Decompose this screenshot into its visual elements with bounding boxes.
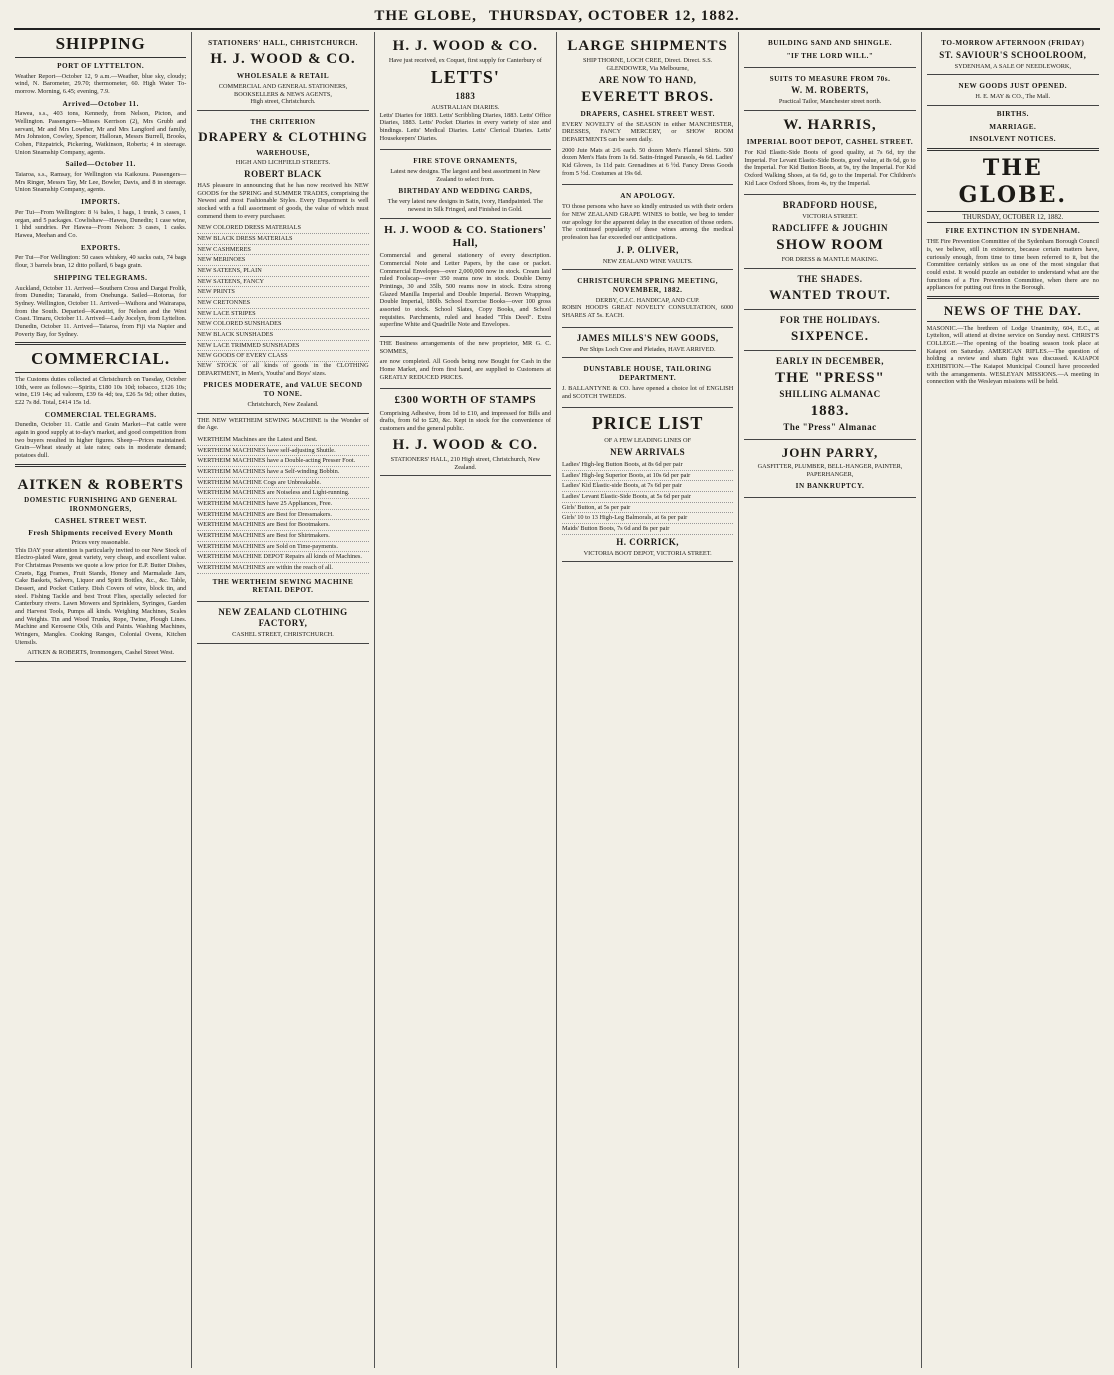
mills-title: JAMES MILLS'S NEW GOODS, [576,332,719,343]
imports-text: Per Tui—From Wellington: 8 ¼ bales, 1 hags, 1 trunk, 3 cases, 1 organ, and 5 packages. Cowlishaw—Hawea, Dunedin; 1 case wine, 1 hhd sundries. Per Hawea—From Nelson: 3 cases, 1 casks. Hawea, Meehan and Co. [15,208,187,239]
criterion-owner: ROBERT BLACK [244,168,322,179]
wertheim-list-item: WERTHEIM MACHINES are Best for Shirtmakers. [197,531,368,542]
criterion-prices: PRICES MODERATE, and VALUE SECOND TO NONE. [203,381,363,399]
oliver-title: J. P. OLIVER, [616,244,679,255]
holidays-ad [744,310,915,351]
aitken-subtitle: DOMESTIC FURNISHING AND GENERAL IRONMONGERS, [24,496,178,513]
marriage-heading: MARRIAGE. [989,122,1037,131]
aitken-roberts-ad [15,471,186,662]
column-tailors [739,32,921,1368]
fire-stove-ad [380,150,551,218]
criterion-close: NEW STOCK of all kinds of goods in the CLOTHING DEPARTMENT, in Men's, Youths' and Boys' sizes. [197,362,369,377]
building-ad [744,32,915,68]
oliver-subtitle: NEW ZEALAND WINE VAULTS. [602,257,693,265]
aitken-body: This DAY your attention is particularly invited to our New Stock of Electro-plated Ware, great variety, very cheap, and excellent value. For Christmas Presents we quote a low price for E.P. Butter Dishes, Cruets, Egg Frames, Fruit Stands, Honey and Marmalade Jars, Cake Baskets, Salvers, Liquor and Spirit Bottles, &c., &c. Table, Dessert, and Pocket Cutlery. Dish Covers of wire, block tin, and steel. Fishing Tackle and best Trout Flies, specially selected for Canterbury rivers. Lawn Mowers and Sprinklers, Syringes, Garden and Harvest Tools, Pumps all kinds. Weighing Machines, Scales and Weights. Tin and Wood Trunks, Rope, Twine, Plough Lines. Machine and Kerosene Oils, Oils and Paints. Washing Machines, Wringers, Mangles. Cooking Ranges, Colonial Ovens, Kitchen Utensils. [15,546,187,646]
wertheim-list-item: WERTHEIM MACHINES are Noiseless and Light-running. [197,488,368,499]
holidays-title: FOR THE HOLIDAYS. [779,314,881,325]
parry-title: JOHN PARRY, [781,445,879,461]
aitken-line2: Prices very reasonable. [71,539,130,547]
exports-text: Per Tui—For Wellington: 50 cases whiskey, 40 sacks oats, 74 bags flour, 3 barrels bran, 12 ditto pollard, 6 bags grain. [15,254,187,270]
criterion-list-item: NEW BLACK DRESS MATERIALS [197,234,368,245]
commercial-heading: COMMERCIAL. [15,349,186,373]
ballantyne-text: J. BALLANTYNE & CO. have opened a choice lot of ENGLISH and SCOTCH TWEEDS. [561,384,734,400]
letts-subtitle: AUSTRALIAN DIARIES. [431,103,500,111]
criterion-subtitle: DRAPERY & CLOTHING [198,128,368,144]
price-list-item: Ladies' High-leg Button Boots, at 8s 6d per pair [562,460,733,471]
corrick-subtitle: VICTORIA BOOT DEPOT, VICTORIA STREET. [583,549,712,557]
dunstable-title: DUNSTABLE HOUSE, TAILORING DEPARTMENT. [583,365,712,383]
hjwood-advert-note: Have just received, ex Coquet, first supply for Canterbury of [388,57,542,65]
everett-text: EVERY NOVELTY of the SEASON in either MANCHESTER, DRESSES, FANCY MERCERY, or SHOW ROOM DEPARTMENTS can be seen daily. [561,120,734,144]
roberts-subtitle: Practical Tailor, Manchester street north. [778,98,882,106]
criterion-place: Christchurch, New Zealand. [247,400,319,408]
hjwood-subtitle: WHOLESALE & RETAIL [236,72,330,81]
stationers-hall-2-ad [380,219,551,338]
criterion-title: THE CRITERION [250,117,316,126]
sailed-text: Taiaroa, s.s., Ramsay, for Wellington via Kaikoura. Passengers—Mrs Ringer, Messrs Tay, Mr Lee, Bowler, Davis, and 8 in steerage. Union Steamship Company, agents. [15,171,187,194]
suits-heading: SUITS TO MEASURE FROM 70s. [769,74,891,83]
tomorrow-heading: TO-MORROW AFTERNOON (FRIDAY) [941,39,1085,47]
news-of-the-day-text: MASONIC.—The brethren of Lodge Unanimity, 604, E.C., at Lyttelton, will attend at divine service on Sunday next. CHRIST'S COLLEGE.—The opening of the boating season took place at Kaiapoi on Saturday. AMERICAN RIFLES.—The question of holding a review and sham fight was discussed. KAIAPOI EXHIBITION.—The Kaiapoi Municipal Council have proceeded with the arrangements. WESLEYAN MISSIONS.—A meeting in connection with the Wesleyan missions will be held. [926,324,1099,386]
column-stationers [375,32,557,1368]
criterion-list-item: NEW SATEENS, PLAIN [197,266,368,277]
criterion-list-item: NEW GOODS OF EVERY CLASS [197,351,368,362]
harris-ad [744,111,915,195]
criterion-ad [197,111,368,414]
masthead [14,4,1100,30]
births-heading: BIRTHS. [996,109,1029,118]
show-room-title: SHOW ROOM [776,237,884,254]
shades-title: THE SHADES. [797,274,863,284]
imports-heading: IMPORTS. [81,198,121,207]
hjwood-footer-subtitle: STATIONERS' HALL, 210 High street, Christchurch, New Zealand. [390,456,541,471]
apology-text: TO those persons who have so kindly entrusted us with their orders for NEW ZEALAND GRAPE WINES to bottle, we beg to tender our apology for the apparent delay in the execution of those orders. The continued popularity of these wines among the medical profession has far exceeded our anticipations. [561,203,734,241]
if-lord-heading: "IF THE LORD WILL." [786,51,874,60]
mills-ad [562,328,733,359]
insolvent-heading: INSOLVENT NOTICES. [969,135,1057,144]
wertheim-ad [197,414,368,603]
almanac-heading: The "Press" Almanac [783,422,877,433]
spring-meeting-ad [562,270,733,328]
may-signature: H. E. MAY & CO., The Mall. [975,93,1051,101]
large-shipments-title: LARGE SHIPMENTS [567,38,728,54]
may-ad [927,75,1099,105]
newspaper-columns [10,32,1104,1368]
wertheim-list-item: WERTHEIM MACHINE Cogs are Unbreakable. [197,478,368,489]
wertheim-list-item: WERTHEIM MACHINES are Best for Dressmakers. [197,510,368,521]
robin-hood-text: ROBIN HOOD'S GREAT NOVELTY CONSULTATION, 6000 SHARES AT 5s. EACH. [561,304,734,320]
price-list-item: Girls' 10 to 13 High-Leg Balmorals, at 6s per pair [562,513,733,524]
fire-stove-heading: FIRE STOVE ORNAMENTS, [413,157,518,166]
criterion-list-item: NEW CRETONNES [197,298,368,309]
new-goods-heading: NEW GOODS JUST OPENED. [958,82,1068,91]
roberts-title: W. M. ROBERTS, [791,85,869,96]
criterion-address: HIGH AND LICHFIELD STREETS. [235,159,331,167]
everett-ad [562,32,733,185]
dunstable-ad [562,358,733,408]
birthday-cards-text: The very latest new designs in Satin, ivory, Handpainted. The newest in Silk Fringed, and Finished in Gold. [387,198,543,213]
parry-ad [744,440,915,498]
hjwood-footer-title: H. J. WOOD & CO. [392,436,538,453]
price-list-item: Ladies' High-leg Superior Boots, at 10s 6d per pair [562,471,733,482]
wertheim-list-item: WERTHEIM MACHINES have a Double-acting Presser Foot. [197,456,368,467]
press-almanac-line3: SHILLING ALMANAC [779,388,881,399]
stamps-ad [380,389,551,476]
ship-names: SHIP THORNE, LOCH CREE, Direct. Direct. S.S. GLENDOWER, Via Melbourne, [582,57,713,72]
saviours-subtitle: SYDENHAM, A SALE OF NEEDLEWORK, [954,62,1072,70]
masthead-date: THURSDAY, OCTOBER 12, 1882. [488,7,740,24]
price-list-title: PRICE LIST [591,413,704,434]
criterion-list-item: NEW COLORED SUNSHADES [197,319,368,330]
leader-text: THE Fire Prevention Committee of the Sydenham Borough Council is, we believe, still in existence, because certain matters have, curiously enough, from time to time been referred to it, but the Committee certainly strikes us as one of the most singular that could exist. It would puzzle an outsider to understand what are the functions of a Fire Prevention Committee, when there are no appliances for putting out fires in the Borough. [926,238,1099,292]
price-item-list [562,460,733,535]
wertheim-list-item: WERTHEIM MACHINES have self-adjusting Shuttle. [197,446,368,457]
harris-list: For Kid Elastic-Side Boots of good quality, at 7s 6d, try the Imperial. For Levant Elastic-Side Boots, good value, at 8s 6d, go to the Imperial. For Kid Button Boots, at 9s, try the Imperial. For Kid Oxford Walking Shoes, at 6s 6d, go to the Imperial. For Children's Kid Lace Oxford Shoes, from 4s, try the Imperial. [744,149,916,187]
new-arrivals-title: NEW ARRIVALS [610,446,686,457]
news-of-the-day-heading: NEWS OF THE DAY. [927,303,1099,322]
show-room-subtitle: FOR DRESS & MANTLE MAKING. [781,256,879,264]
price-list-item: Girls' Button, at 5s per pair [562,503,733,514]
column-globe [922,32,1104,1368]
arrived-text: Hawea, s.s., 403 tons, Kennedy, from Nelson, Picton, and Wellington. Passengers—Misses Kerrison (2), Mrs Grubb and servant, Mr and Mrs Lowther, Mr and Mrs Langford and family, Mrs Johnston, Cowley, Spencer, Halloran, Messrs Burrell, Brooks, Cohen, Fitzpatrick, Pickering, Watkinson, Roberts; 4 in steerage. Union Steamship Company, agents. [15,110,187,156]
harris-title: W. HARRIS, [783,116,877,133]
shipping-telegrams-heading: SHIPPING TELEGRAMS. [53,273,148,282]
column-drapers [557,32,739,1368]
hjwood-title: H. J. WOOD & CO. [210,50,356,67]
hjwood-address: High street, Christchurch. [250,98,316,106]
apology-heading: AN APOLOGY. [620,192,676,201]
criterion-list-item: NEW COLORED DRESS MATERIALS [197,223,368,234]
criterion-list-item: NEW MERINOES [197,255,368,266]
letts-title: LETTS' [430,66,500,87]
price-list-item: Maids' Button Boots, 7s 6d and 8s per pair [562,524,733,535]
press-almanac-line1: EARLY IN DECEMBER, [775,355,885,366]
cup-subtitle: DERBY, C.J.C. HANDICAP, AND CUP. [595,296,700,304]
press-almanac-year: 1883. [810,402,850,419]
leader-heading: FIRE EXTINCTION IN SYDENHAM. [945,227,1081,236]
roberts-ad [744,68,915,111]
letts-year: 1883 [455,90,476,101]
bradford-subtitle: VICTORIA STREET. [802,213,858,221]
globe-title: THE GLOBE. [958,155,1068,209]
wertheim-heading: THE NEW WERTHEIM SEWING MACHINE is the Wonder of the Age. [197,416,369,432]
column-criterion [192,32,374,1368]
parry-subtitle: GASFITTER, PLUMBER, BELL-HANGER, PAINTER, PAPERHANGER, [757,463,903,478]
exports-heading: EXPORTS. [80,243,121,252]
everett-subtitle: DRAPERS, CASHEL STREET WEST. [580,109,715,118]
everett-list: 2000 Jute Mats at 2/6 each. 50 dozen Men's Flannel Shirts. 500 dozen Men's Hats from 1s 6d. Satin-fringed Parasols, 4s 6d. Ladies' Kid Gloves, 1s 11d pair. Grenadines at 6 ½d. Fancy Dress Goods from 5 ½d. Costumes at 19s 6d. [561,146,734,177]
nz-clothing-ad [197,602,368,644]
aitken-signature: AITKEN & ROBERTS, Ironmongers, Cashel Street West. [27,649,175,657]
sommes-heading: THE Business arrangements of the new proprietor, MR G. C. SOMMES, [379,340,551,355]
radcliffe-title: RADCLIFFE & JOUGHIN [771,223,888,234]
nz-clothing-title: NEW ZEALAND CLOTHING FACTORY, [218,607,348,629]
masthead-title: THE GLOBE, [374,7,477,24]
wertheim-list-item: WERTHEIM MACHINES are within the reach of all. [197,563,368,574]
criterion-list-item: NEW BLACK SUNSHADES [197,330,368,341]
weather-report: Weather Report—October 12, 9 a.m.—Weather, blue sky, cloudy; wind, N. Barometer, 29.70; thermometer, 60. High Water To-morrow. Morning, 6.45; evening, 7.9. [15,72,187,95]
letts-items: Letts' Diaries for 1883. Letts' Scribbling Diaries, 1883. Letts' Office Diaries, 1883. Letts' Pocket Diaries in every variety of size and bindings. Letts' Medical Diaries. Letts' Clerical Diaries. Letts' Housekeepers' Diaries. [379,111,551,142]
wertheim-list-item: WERTHEIM MACHINES are Sold on Time-payments. [197,542,368,553]
criterion-item-list [197,223,368,362]
fire-stove-text: Latest new designs. The largest and best assortment in New Zealand to select from. [390,168,541,183]
column-shipping [10,32,192,1368]
wertheim-list-item: WERTHEIM MACHINES are Best for Bootmakers. [197,520,368,531]
commercial-telegrams-heading: COMMERCIAL TELEGRAMS. [44,410,157,419]
letts-ad [380,32,551,150]
wertheim-list-item: WERTHEIM Machines are the Latest and Best. [197,435,368,446]
saviours-title: ST. SAVIOUR'S SCHOOLROOM, [939,49,1087,60]
hjwood-line: COMMERCIAL AND GENERAL STATIONERS, BOOKSELLERS & NEWS AGENTS, [218,82,348,98]
price-list-item: Ladies' Levant Elastic-Side Boots, at 5s 6d per pair [562,492,733,503]
commercial-text: The Customs duties collected at Christchurch on Tuesday, October 10th, were as follows:—Spirits, £180 10s 10d; tobacco, £126 10s; wine, £19 14s; ad valorem, £39 6s 4d; tea, £26 5s 9d; other duties, £22 7s 8d. Total, £414 15s 1d. [15,375,187,406]
shipping-heading: SHIPPING [15,34,186,58]
wertheim-list-item: WERTHEIM MACHINE DEPOT Repairs all kinds of Machines. [197,552,368,563]
criterion-list-item: NEW CASHMERES [197,245,368,256]
oliver-ad [562,185,733,270]
wertheim-item-list [197,435,368,574]
bankruptcy-heading: IN BANKRUPTCY. [795,482,865,491]
criterion-list-item: NEW SATEENS, FANCY [197,277,368,288]
bradford-ad [744,195,915,269]
criterion-list-item: NEW LACE TRIMMED SUNSHADES [197,341,368,352]
harris-subtitle: IMPERIAL BOOT DEPOT, CASHEL STREET. [746,138,914,147]
criterion-list-item: NEW PRINTS [197,287,368,298]
bradford-title: BRADFORD HOUSE, [782,200,878,211]
price-list-item: Ladies' Kid Elastic-side Boots, at 7s 6d per pair [562,481,733,492]
mills-text: Per Ships Loch Cree and Pleiades, HAVE ARRIVED. [579,345,716,353]
shipping-telegrams-text: Auckland, October 11. Arrived—Southern Cross and Dargai Frolik, from Dunedin; Taranaki, from Onehunga. Sailed—Rotorua, for Sydney. Wellington, October 11. Arrived—Waihora and Wairarapa, from the South. Departed—Kawatiri, for Nelson and the West Coast. Timaru, October 11. Arrived—Lady Jocelyn, from Lyttelton. Dunedin, October 11. Arrived—Taiaroa, from Fiji via Napier and Poverty Bay, for Sydney. [15,284,187,338]
wertheim-list-item: WERTHEIM MACHINES have a Self-winding Bobbin. [197,467,368,478]
wertheim-list-item: WERTHEIM MACHINES have 25 Appliances, Free. [197,499,368,510]
sommes-ad [380,337,551,389]
wertheim-depot: THE WERTHEIM SEWING MACHINE RETAIL DEPOT. [212,577,354,595]
hjwood-advert-title: H. J. WOOD & CO. [392,38,538,54]
wanted-trout-title: WANTED TROUT. [769,286,891,302]
sixpence-title: SIXPENCE. [790,327,869,343]
stationers-hall-2-title: H. J. WOOD & CO. Stationers' Hall, [384,223,547,249]
aitken-line1: Fresh Shipments received Every Month [28,527,174,537]
arrived-heading: Arrived—October 11. [62,99,139,108]
stationers-hall-heading: STATIONERS' HALL, CHRISTCHURCH. [208,39,358,47]
price-list-subtitle: OF A FEW LEADING LINES OF [604,437,692,445]
nz-clothing-address: CASHEL STREET, CHRISTCHURCH. [232,631,334,639]
globe-dateline: THURSDAY, OCTOBER 12, 1882. [927,211,1099,224]
sommes-text: are now completed. All Goods being now Bought for Cash in the Home Market, and from first hand, are supplied to Customers at GREATLY REDUCED PRICES. [379,358,551,381]
building-heading: BUILDING SAND AND SHINGLE. [767,39,892,47]
press-almanac-line2: THE "PRESS" [775,369,885,386]
everett-title: EVERETT BROS. [581,88,715,105]
press-almanac-ad [744,351,915,441]
stationers-hall-2-items: Commercial and general stationery of every description. Commercial Note and Letter Papers, by the case or packet. Commercial Envelopes—over 2,000,000 now in stock. Cream laid ruled Foolscap—over 350 reams now in stock. Double Demy Printings, 30 and 35lb, 500 reams now in stock. Extra strong Glazed Manilla Imperial and Double Imperial. Brown Wrapping, Double Imperial, 180lb. School Exercise Books—over 100 gross assorted to stock. School Slates, Copy Books, and School requisites. Parchments, ruled and headed "This Deed". Extra superfine White and Quadrille Note and Envelopes. [379,252,551,329]
birthday-cards-heading: BIRTHDAY AND WEDDING CARDS, [398,187,533,196]
stationers-hall-ad [197,32,368,111]
corrick-title: H. CORRICK, [616,536,680,547]
corrick-ad [562,408,733,562]
commercial-telegrams-text: Dunedin, October 11. Cattle and Grain Market—Fat cattle were again in good supply at to-day's market, and good competition from two buyers resulted in higher figures. Sheep—Prices maintained. Grain—Wheat steady at late rates; oats in moderate demand; potatoes dull. [15,421,187,460]
port-heading: PORT OF LYTTELTON. [57,61,145,70]
sailed-heading: Sailed—October 11. [65,160,136,169]
shades-ad [744,269,915,310]
saviours-ad [927,32,1099,75]
aitken-title: AITKEN & ROBERTS [17,476,184,493]
aitken-address: CASHEL STREET WEST. [54,517,147,526]
arrive-line: ARE NOW TO HAND, [598,74,697,85]
cup-heading: CHRISTCHURCH SPRING MEETING, NOVEMBER, 1882. [577,277,719,294]
criterion-warehouse: WAREHOUSE, [256,148,310,157]
stamps-text: Comprising Adhesive, from 1d to £10, and impressed for Bills and drafts, from 6d to £20, &c. Kept in stock for the convenience of customers and the general public. [379,409,551,433]
criterion-body: HAS pleasure in announcing that he has now received his NEW GOODS for the SPRING and SUMMER TRADES, comprising the Newest and most Fashionable Styles. Every Department is well stocked with a full assortment of goods, the value of which must commend them to every purchaser. [197,181,369,220]
criterion-list-item: NEW LACE STRIPES [197,309,368,320]
stamps-title: £300 WORTH OF STAMPS [394,394,537,407]
